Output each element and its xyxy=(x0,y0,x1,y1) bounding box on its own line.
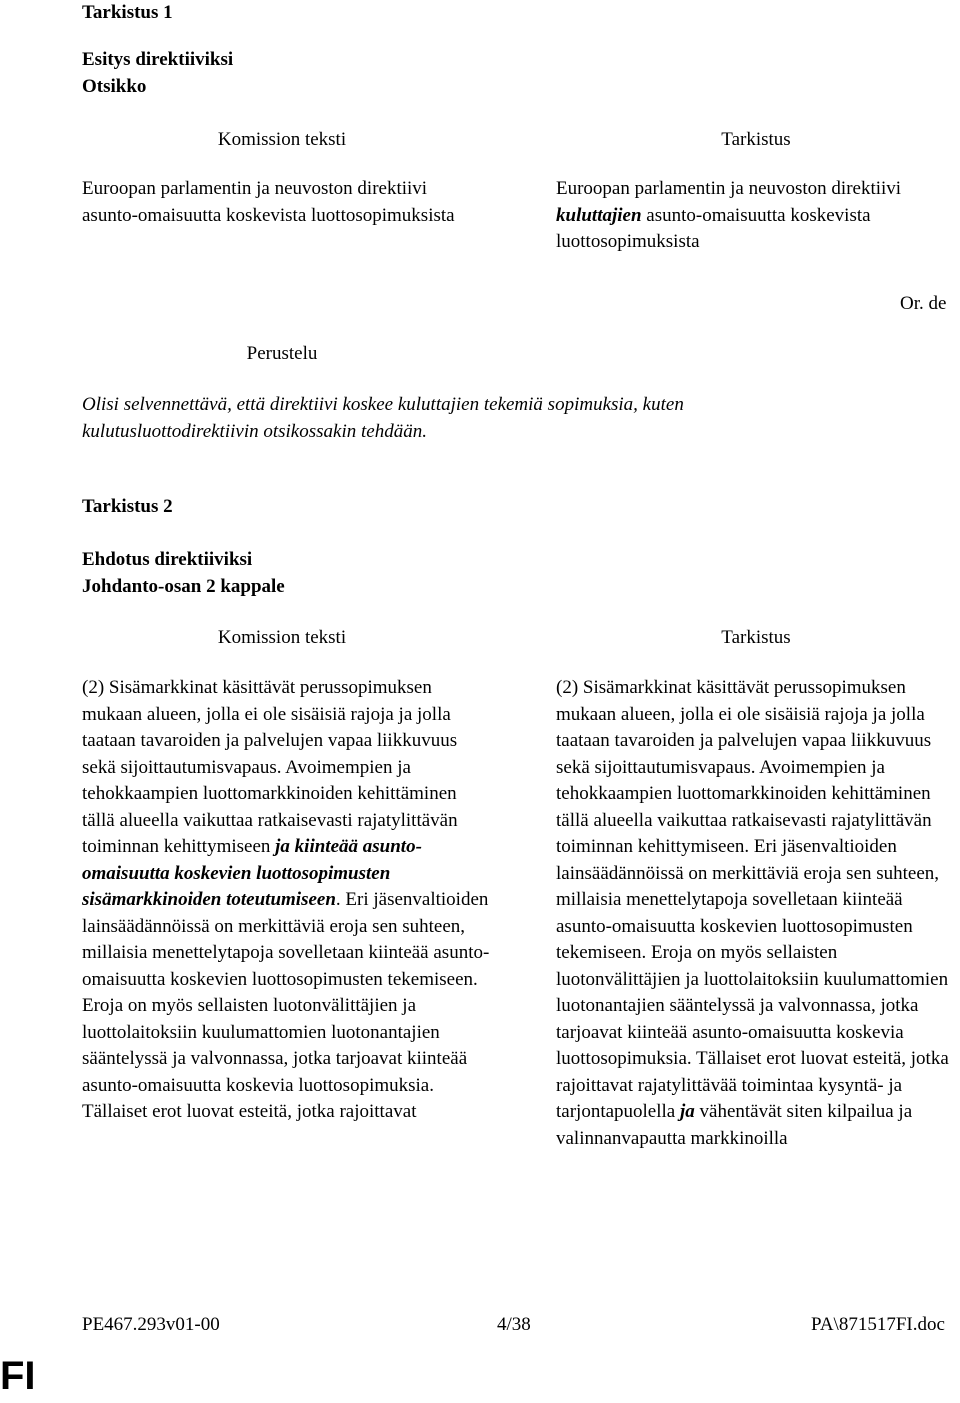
amendment-1-amendment-heading: Tarkistus xyxy=(721,129,791,150)
amendment-1-commission-text: Euroopan parlamentin ja neuvoston direktiivi asunto-omaisuutta koskevista luottosopimuksista xyxy=(82,178,455,226)
footer-file-name: PA\871517FI.doc xyxy=(811,1314,945,1335)
amendment-1-commission-heading: Komission teksti xyxy=(217,129,347,150)
amendment-1-location: Otsikko xyxy=(82,76,147,97)
footer-doc-ref: PE467.293v01-00 xyxy=(82,1314,220,1335)
amendment-2-commission-heading: Komission teksti xyxy=(217,627,347,648)
amendment-2-amendment-part1: (2) Sisämarkkinat käsittävät perussopimuksen mukaan alueen, jolla ei ole sisäisiä rajoja ja jolla taataan tavaroiden ja palvelujen vapaa liikkuvuus sekä sijoittautumisvapaus. Avoimempien ja tehokkaampien luottomarkkinoiden kehittäminen tällä alueella vaikuttaa ratkaisevasti rajatylittävän toiminnan kehittymiseen. Eri jäsenvaltioiden lainsäädännöissä on merkittäviä eroja sen suhteen, millaisia menettelytapoja sovelletaan kiinteää asunto-omaisuutta koskevien luottosopimusten tekemiseen. Eroja on myös sellaisten luotonvälittäjien ja luottolaitoksiin kuulumattomien luotonantajien sääntelyssä ja valvonnassa, jotka tarjoavat kiinteää asunto-omaisuutta koskevia luottosopimuksia. Tällaiset erot luovat esteitä, jotka rajoittavat rajatylittävää toimintaa kysyntä- ja tarjontapuolella xyxy=(556,677,949,1122)
amendment-1-text-after: asunto-omaisuutta koskevista luottosopimuksista xyxy=(556,204,871,252)
amendment-2-amendment-heading: Tarkistus xyxy=(721,627,791,648)
justification-heading: Perustelu xyxy=(246,343,318,364)
amendment-2-amendment-inserted: ja xyxy=(679,1101,695,1122)
justification-text: Olisi selvennettävä, että direktiivi koskee kuluttajien tekemiä sopimuksia, kuten kulutusluottodirektiivin otsikossakin tehdään. xyxy=(82,394,684,442)
amendment-1-title: Tarkistus 1 xyxy=(82,2,173,23)
footer-language-code: FI xyxy=(0,1354,36,1398)
original-language: Or. de xyxy=(900,293,947,314)
amendment-2-commission-part2: . Eri jäsenvaltioiden lainsäädännöissä on merkittäviä eroja sen suhteen, millaisia menettelytapoja sovelletaan kiinteää asunto-omaisuutta koskevien luottosopimusten tekemiseen. Eroja on myös sellaisten luotonvälittäjien ja luottolaitoksiin kuulumattomien luotonantajien sääntelyssä ja valvonnassa, jotka tarjoavat kiinteää asunto-omaisuutta koskevia luottosopimuksia. Tällaiset erot luovat esteitä, jotka rajoittavat xyxy=(82,889,490,1122)
amendment-2-amendment-part2: vähentävät siten kilpailua ja valinnanvapautta markkinoilla xyxy=(556,1101,913,1149)
amendment-1-text-before: Euroopan parlamentin ja neuvoston direktiivi xyxy=(556,178,902,199)
footer-page-number: 4/38 xyxy=(497,1314,531,1335)
amendment-2-title: Tarkistus 2 xyxy=(82,496,173,517)
amendment-1-proposal: Esitys direktiiviksi xyxy=(82,49,234,70)
amendment-2-commission-deleted: ja kiinteää asunto-omaisuutta koskevien luottosopimusten sisämarkkinoiden toteutumiseen xyxy=(82,836,422,910)
amendment-2-proposal: Ehdotus direktiiviksi xyxy=(82,549,253,570)
amendment-2-location: Johdanto-osan 2 kappale xyxy=(82,576,285,597)
amendment-2-amendment-text xyxy=(556,675,960,1152)
amendment-1-amendment-text xyxy=(556,176,956,256)
amendment-1-text-inserted: kuluttajien xyxy=(556,204,642,226)
amendment-2-commission-part1: (2) Sisämarkkinat käsittävät perussopimuksen mukaan alueen, jolla ei ole sisäisiä rajoja ja jolla taataan tavaroiden ja palvelujen vapaa liikkuvuus sekä sijoittautumisvapaus. Avoimempien ja tehokkaampien luottomarkkinoiden kehittäminen tällä alueella vaikuttaa ratkaisevasti rajatylittävän toiminnan kehittymiseen xyxy=(82,677,458,857)
amendment-2-commission-text xyxy=(82,675,492,1126)
